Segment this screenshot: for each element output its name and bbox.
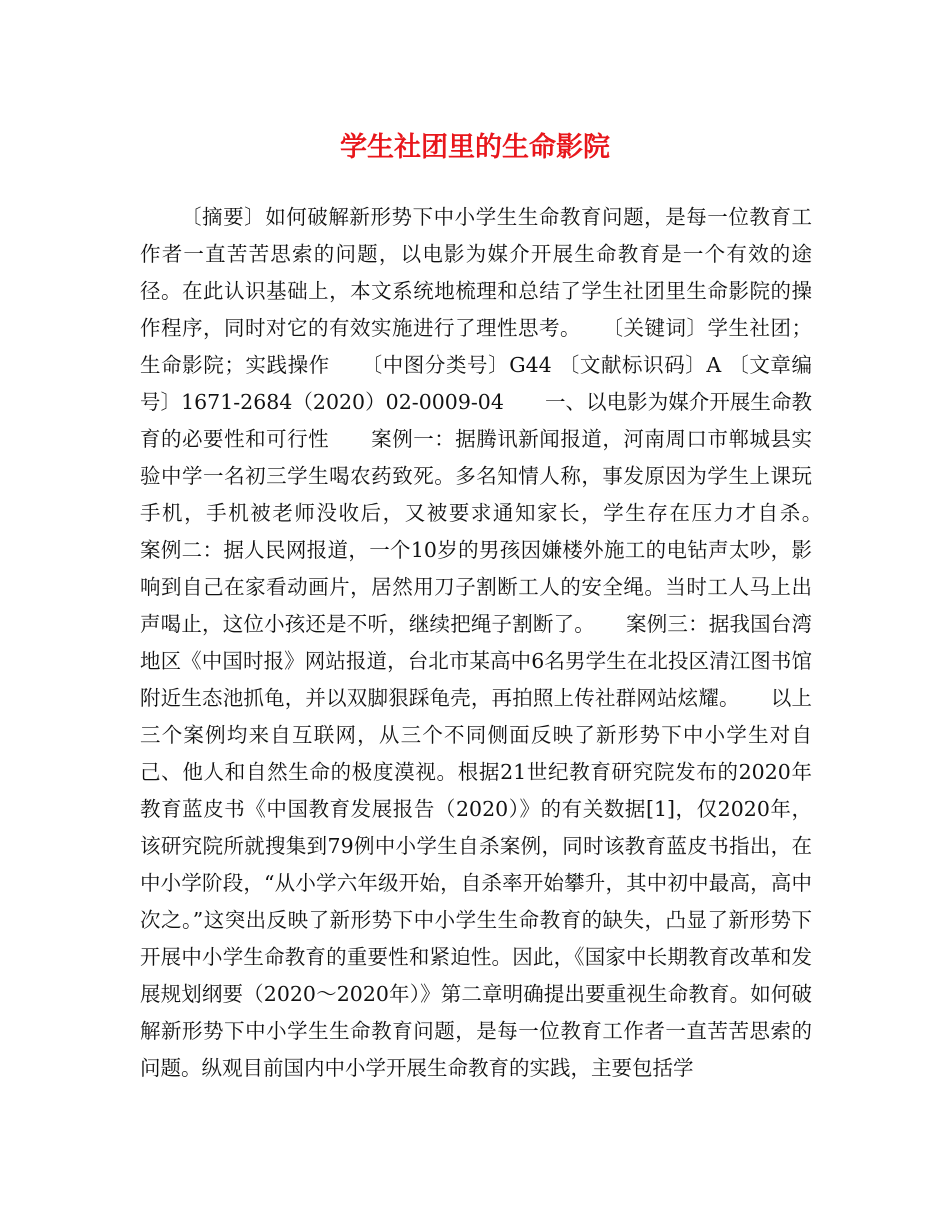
document-body-paragraph: 〔摘要〕如何破解新形势下中小学生生命教育问题，是每一位教育工作者一直苦苦思索的问题，以电影为媒介开展生命教育是一个有效的途径。在此认识基础上，本文系统地梳理和总结了学生社团里生命影院的操作程序，同时对它的有效实施进行了理性思考。 〔关键词〕学生社团；生命影院；实践操作 〔中图分类号〕G44 〔文献标识码〕A 〔文章编号〕1671-2684（2020）02-0009-04 一、以电影为媒介开展生命教育的必要性和可行性 案例一：据腾讯新闻报道，河南周口市郸城县实验中学一名初三学生喝农药致死。多名知情人称，事发原因为学生上课玩手机，手机被老师没收后，又被要求通知家长，学生存在压力才自杀。 案例二：据人民网报道，一个10岁的男孩因嫌楼外施工的电钻声太吵，影响到自己在家看动画片，居然用刀子割断工人的安全绳。当时工人马上出声喝止，这位小孩还是不听，继续把绳子割断了。 案例三：据我国台湾地区《中国时报》网站报道，台北市某高中6名男学生在北投区清江图书馆附近生态池抓龟，并以双脚狠踩龟壳，再拍照上传社群网站炫耀。 以上三个案例均来自互联网，从三个不同侧面反映了新形势下中小学生对自己、他人和自然生命的极度漠视。根据21世纪教育研究院发布的2020年教育蓝皮书《中国教育发展报告（2020）》的有关数据[1]，仅2020年，该研究院所就搜集到79例中小学生自杀案例，同时该教育蓝皮书指出，在中小学阶段，“从小学六年级开始，自杀率开始攀升，其中初中最高，高中次之。”这突出反映了新形势下中小学生生命教育的缺失，凸显了新形势下开展中小学生命教育的重要性和紧迫性。因此，《国家中长期教育改革和发展规划纲要（2020～2020年）》第二章明确提出要重视生命教育。如何破解新形势下中小学生生命教育问题，是每一位教育工作者一直苦苦思索的问题。纵观目前国内中小学开展生命教育的实践，主要包括学: [140, 205, 853, 1080]
document-title: 学生社团里的生命影院: [340, 132, 610, 163]
